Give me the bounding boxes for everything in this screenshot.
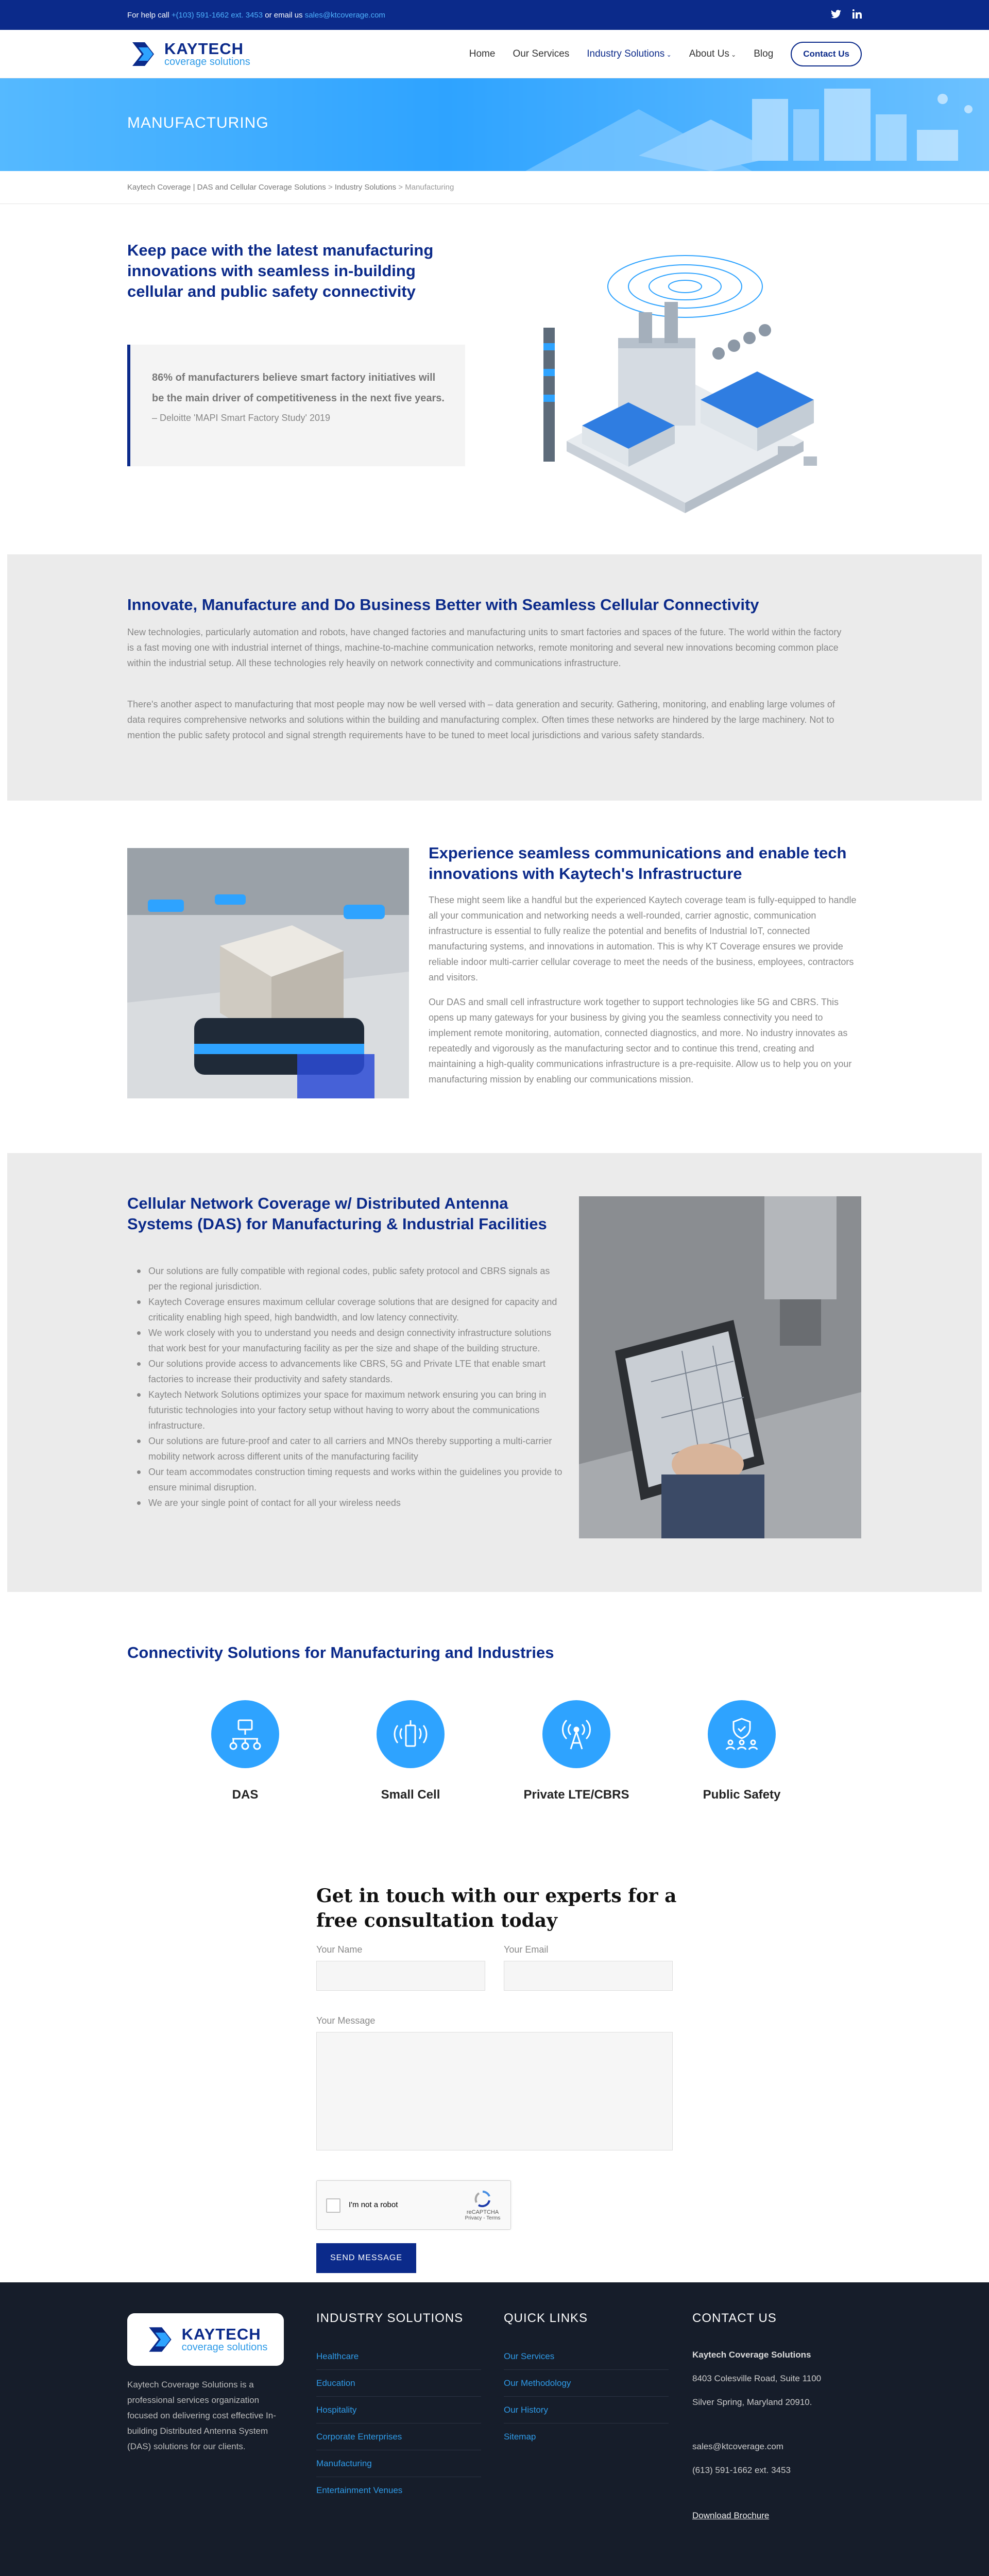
innovate-paragraph-1: New technologies, particularly automation and robots, have changed factories and manufacturing units to smart factories and spaces of the future. The world within the factory is a fast moving one with industrial internet of things, machine-to-machine communication networks, remote monitoring and several new innovations becoming common place within the industrial setup. All these technologies rely heavily on network connectivity and communications infrastructure.	[127, 627, 842, 668]
footer-quick-links	[504, 2311, 669, 2450]
help-prefix: For help call	[127, 10, 172, 20]
breadcrumb-home[interactable]: Kaytech Coverage | DAS and Cellular Coverage Solutions	[127, 183, 326, 192]
nav-industry-label: Industry Solutions	[587, 48, 665, 59]
site-logo[interactable]	[127, 38, 250, 70]
footer-link[interactable]: Sitemap	[504, 2432, 536, 2442]
name-label: Your Name	[316, 1944, 363, 1955]
site-footer	[0, 2282, 989, 2576]
logo-tagline: coverage solutions	[164, 56, 250, 67]
footer-address-1: 8403 Colesville Road, Suite 1100	[692, 2374, 822, 2383]
footer-link[interactable]: Our Services	[504, 2343, 669, 2370]
email-input[interactable]	[504, 1961, 673, 1991]
nav-home[interactable]: Home	[469, 48, 496, 59]
help-or-email: or email us	[263, 10, 305, 20]
name-input[interactable]	[316, 1961, 485, 1991]
main-nav	[0, 30, 989, 78]
hero-illustration	[422, 78, 989, 171]
das-heading: Cellular Network Coverage w/ Distributed Antenna Systems (DAS) for Manufacturing & Industrial Facilities	[127, 1194, 547, 1233]
footer-heading: INDUSTRY SOLUTIONS	[316, 2311, 464, 2325]
das-antenna-icon	[211, 1700, 279, 1768]
footer-logo-name: KAYTECH	[181, 2325, 261, 2343]
small-cell-icon	[377, 1700, 445, 1768]
chevron-down-icon: ⌄	[664, 51, 672, 58]
recaptcha-widget	[316, 2180, 511, 2230]
stat-quote	[127, 345, 465, 466]
breadcrumb-sep: >	[326, 183, 335, 192]
warehouse-robots-image	[127, 848, 409, 1098]
nav-about-label: About Us	[689, 48, 729, 59]
logo-name: KAYTECH	[164, 40, 244, 58]
contact-us-button[interactable]: Contact Us	[791, 42, 862, 66]
message-label: Your Message	[316, 2015, 376, 2026]
download-brochure-link[interactable]: Download Brochure	[692, 2511, 770, 2520]
footer-contact	[692, 2311, 821, 2528]
linkedin-icon[interactable]	[852, 9, 862, 21]
connectivity-heading: Connectivity Solutions for Manufacturing and Industries	[127, 1643, 554, 1662]
footer-link[interactable]: Education	[316, 2370, 481, 2397]
list-item: We work closely with you to understand you needs and design connectivity infrastructure solutions that work best for your manufacturing facility as per the size and shape of the building structure.	[137, 1325, 565, 1356]
twitter-icon[interactable]	[831, 10, 841, 21]
recaptcha-checkbox[interactable]	[326, 2198, 340, 2213]
shield-people-icon	[708, 1700, 776, 1768]
footer-link[interactable]: Manufacturing	[316, 2450, 481, 2477]
breadcrumb-sep: >	[396, 183, 405, 192]
solution-card-public-safety[interactable]	[675, 1700, 809, 1802]
list-item: Our solutions are future-proof and cater to all carriers and MNOs thereby supporting a multi-carrier mobility network across different units of the manufacturing facility	[137, 1433, 565, 1464]
footer-about: Kaytech Coverage Solutions is a professional services organization focused on delivering cost effective In-building Distributed Antenna System (DAS) solutions for our clients.	[127, 2380, 276, 2451]
footer-address-2: Silver Spring, Maryland 20910.	[692, 2397, 812, 2407]
page-title: MANUFACTURING	[127, 114, 269, 131]
experience-paragraph-2: Our DAS and small cell infrastructure work together to support technologies like 5G and CBRS. This opens up many gateways for your business by giving you the seamless connectivity you need to implement remote monitoring, automation, connected diagnostics, and more. No industry innovates as repeatedly and vigorously as the manufacturing sector and to continue this trend, creating and maintaining a high-quality communications infrastructure is a pre-requisite. Allow us to help you on your manufacturing mission by enabling our communications mission.	[429, 997, 852, 1084]
nav-about-us[interactable]	[689, 48, 737, 60]
experience-paragraph-1: These might seem like a handful but the experienced Kaytech coverage team is fully-equipped to handle all your communication and networking needs a well-rounded, carrier agnostic, communication infrastructure is essential to fully realize the potential and benefits of Industrial IoT, connected manufacturing systems, and innovations in automation. This is why KT Coverage ensures we provide reliable indoor multi-carrier cellular coverage to meet the needs of the business, employees, contractors and visitors.	[429, 895, 857, 982]
breadcrumb-current: Manufacturing	[405, 183, 454, 192]
help-phone-link[interactable]: +(103) 591-1662 ext. 3453	[171, 10, 263, 20]
breadcrumb	[0, 171, 989, 204]
message-textarea[interactable]	[316, 2032, 673, 2150]
solution-card-small-cell[interactable]	[344, 1700, 478, 1802]
footer-industry-solutions	[316, 2311, 481, 2504]
list-item: Our solutions are fully compatible with regional codes, public safety protocol and CBRS signals as per the regional jurisdiction.	[137, 1263, 565, 1294]
footer-heading: QUICK LINKS	[504, 2311, 588, 2325]
send-message-button[interactable]: SEND MESSAGE	[316, 2243, 416, 2273]
innovate-heading: Innovate, Manufacture and Do Business Better with Seamless Cellular Connectivity	[127, 596, 759, 614]
footer-company: Kaytech Coverage Solutions	[692, 2350, 811, 2360]
quote-text: 86% of manufacturers believe smart factory initiatives will be the main driver of competitiveness in the next five years.	[152, 372, 445, 404]
experience-heading: Experience seamless communications and enable tech innovations with Kaytech's Infrastructure	[429, 844, 847, 883]
footer-link[interactable]: Hospitality	[316, 2397, 481, 2424]
intro-heading: Keep pace with the latest manufacturing innovations with seamless in-building cellular and public safety connectivity	[127, 241, 434, 300]
page-hero	[0, 78, 989, 171]
innovate-paragraph-2: There's another aspect to manufacturing that most people may now be well versed with – data generation and security. Gathering, monitoring, and enabling large volumes of data requires comprehensive networks and solutions within the building and manufacturing complex. Often times these networks are hindered by the large machinery. Not to mention the public safety protocol and signal strength requirements have to be tuned to meet local jurisdictions and various safety standards.	[127, 699, 835, 740]
das-section	[7, 1153, 982, 1592]
innovate-section	[7, 554, 982, 801]
list-item: We are your single point of contact for all your wireless needs	[137, 1495, 565, 1511]
footer-link[interactable]: Our History	[504, 2397, 669, 2424]
solution-label: DAS	[232, 1788, 259, 1802]
breadcrumb-section[interactable]: Industry Solutions	[334, 183, 397, 192]
recaptcha-links[interactable]: Privacy - Terms	[465, 2215, 501, 2221]
list-item: Our solutions provide access to advancements like CBRS, 5G and Private LTE that enable smart factories to increase their productivity and safety standards.	[137, 1356, 565, 1387]
top-bar	[0, 0, 989, 30]
recaptcha-brand: reCAPTCHA	[466, 2209, 499, 2215]
list-item: Kaytech Coverage ensures maximum cellular coverage solutions that are designed for capacity and criticality enabling high speed, high bandwidth, and low latency connectivity.	[137, 1294, 565, 1325]
help-text	[127, 11, 385, 20]
das-bullet-list	[137, 1263, 565, 1511]
footer-link[interactable]: Our Methodology	[504, 2370, 669, 2397]
footer-email[interactable]: sales@ktcoverage.com	[692, 2442, 783, 2451]
list-item: Our team accommodates construction timing requests and works within the guidelines you provide to ensure minimal disruption.	[137, 1464, 565, 1495]
nav-blog[interactable]: Blog	[754, 48, 774, 59]
footer-link[interactable]: Entertainment Venues	[316, 2485, 403, 2495]
form-heading: Get in touch with our experts for a free consultation today	[316, 1885, 677, 1931]
help-email-link[interactable]: sales@ktcoverage.com	[304, 10, 385, 20]
signal-tower-icon	[542, 1700, 610, 1768]
footer-logo-tagline: coverage solutions	[181, 2342, 268, 2353]
footer-logo[interactable]	[127, 2313, 284, 2366]
solution-label: Small Cell	[381, 1788, 440, 1802]
solution-card-private-lte[interactable]	[509, 1700, 643, 1802]
tablet-machining-image	[579, 1196, 861, 1538]
chevron-down-icon: ⌄	[729, 51, 737, 58]
list-item: Kaytech Network Solutions optimizes your space for maximum network ensuring you can bring in futuristic technologies into your factory setup without having to worry about the communications infrastructure.	[137, 1387, 565, 1433]
solution-label: Public Safety	[703, 1788, 781, 1802]
footer-phone[interactable]: (613) 591-1662 ext. 3453	[692, 2465, 791, 2475]
factory-illustration	[515, 240, 840, 529]
footer-link[interactable]: Corporate Enterprises	[316, 2424, 481, 2450]
nav-industry-solutions[interactable]	[587, 48, 671, 60]
logo-mark-icon	[127, 38, 159, 70]
intro-section	[0, 204, 989, 554]
footer-link[interactable]: Healthcare	[316, 2343, 481, 2370]
solution-card-das[interactable]	[178, 1700, 312, 1802]
footer-heading: CONTACT US	[692, 2311, 777, 2325]
solution-label: Private LTE/CBRS	[523, 1788, 629, 1802]
recaptcha-icon	[474, 2190, 491, 2208]
email-label: Your Email	[504, 1944, 549, 1955]
nav-our-services[interactable]: Our Services	[513, 48, 570, 59]
recaptcha-label: I'm not a robot	[349, 2200, 398, 2209]
quote-cite: – Deloitte 'MAPI Smart Factory Study' 2019	[152, 413, 331, 423]
logo-mark-icon	[144, 2323, 177, 2356]
